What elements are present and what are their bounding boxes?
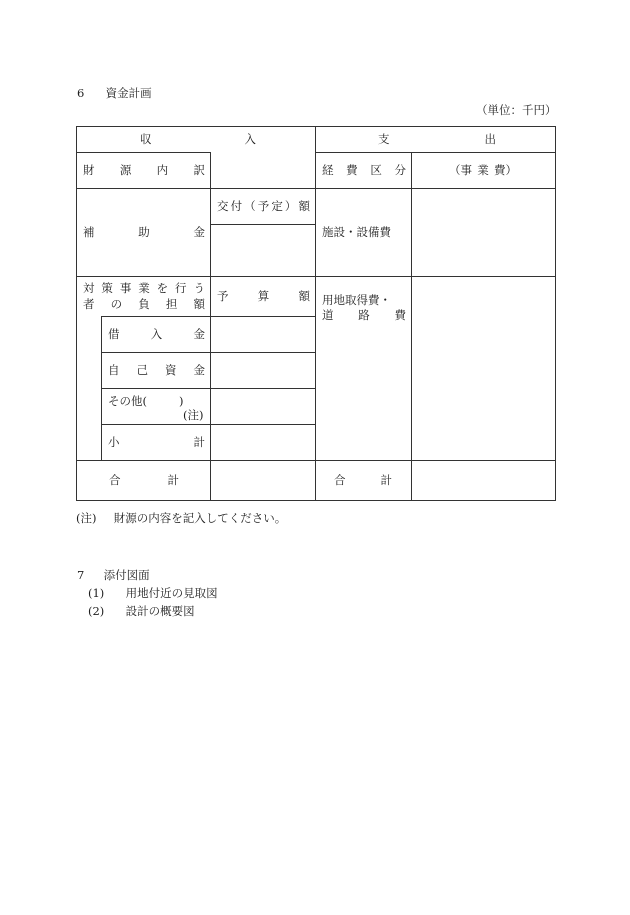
burden-label-line1: 対 策 事 業 を 行 う <box>83 281 205 295</box>
facility-cost-amount-cell[interactable] <box>412 189 555 276</box>
income-total-amount-cell[interactable] <box>211 461 315 500</box>
facility-cost-label: 施設・設備費 <box>322 225 391 239</box>
own-funds-amount-cell[interactable] <box>211 353 315 388</box>
income-total-label: 合 計 <box>109 473 179 487</box>
source-breakdown-header: 財 源 内 訳 <box>83 163 205 177</box>
section-7-number: 7 <box>77 568 85 582</box>
loan-amount-cell[interactable] <box>211 317 315 352</box>
other-label: その他( ) <box>108 394 184 408</box>
land-cost-amount-cell[interactable] <box>412 277 555 460</box>
expense-header: 支 出 <box>378 132 496 146</box>
subsidy-label: 補 助 金 <box>83 225 205 239</box>
note-text: 財源の内容を記入してください。 <box>113 511 287 525</box>
budget-amount-label: 予 算 額 <box>217 289 310 303</box>
other-amount-cell[interactable] <box>211 389 315 424</box>
grant-planned-label: 交 付 （ 予 定 ） 額 <box>217 199 310 213</box>
expense-total-label: 合 計 <box>334 473 392 487</box>
attachment-item-1-text: 用地付近の見取図 <box>125 586 218 600</box>
attachment-item-2 <box>88 603 195 619</box>
section-7-title: 添付図面 <box>103 568 150 582</box>
income-header: 収 入 <box>140 132 256 146</box>
land-cost-label-line1: 用地取得費・ <box>322 293 391 307</box>
project-cost-header: （事 業 費） <box>449 163 517 177</box>
subtotal-label: 小 計 <box>108 435 205 449</box>
grant-amount-cell[interactable] <box>211 225 315 276</box>
other-note: (注) <box>183 408 204 422</box>
attachment-item-1-num: (1) <box>88 586 105 600</box>
land-cost-label-line2: 道 路 費 <box>322 308 406 322</box>
attachment-item-2-text: 設計の概要図 <box>125 604 195 618</box>
subtotal-amount-cell[interactable] <box>211 425 315 460</box>
loan-label: 借 入 金 <box>108 327 205 341</box>
section-6-title: 資金計画 <box>105 86 152 100</box>
section-6-number: 6 <box>77 86 85 100</box>
attachment-item-1 <box>88 585 218 601</box>
note-label: (注) <box>76 511 97 525</box>
burden-label-line2: 者 の 負 担 額 <box>83 297 205 311</box>
unit-label: （単位：千円） <box>476 103 557 117</box>
expense-category-header: 経 費 区 分 <box>322 163 406 177</box>
own-funds-label: 自 己 資 金 <box>108 363 205 377</box>
section-7-heading <box>77 567 150 583</box>
expense-total-amount-cell[interactable] <box>412 461 555 500</box>
section-6-heading <box>77 85 152 101</box>
attachment-item-2-num: (2) <box>88 604 105 618</box>
table-note <box>76 510 286 526</box>
